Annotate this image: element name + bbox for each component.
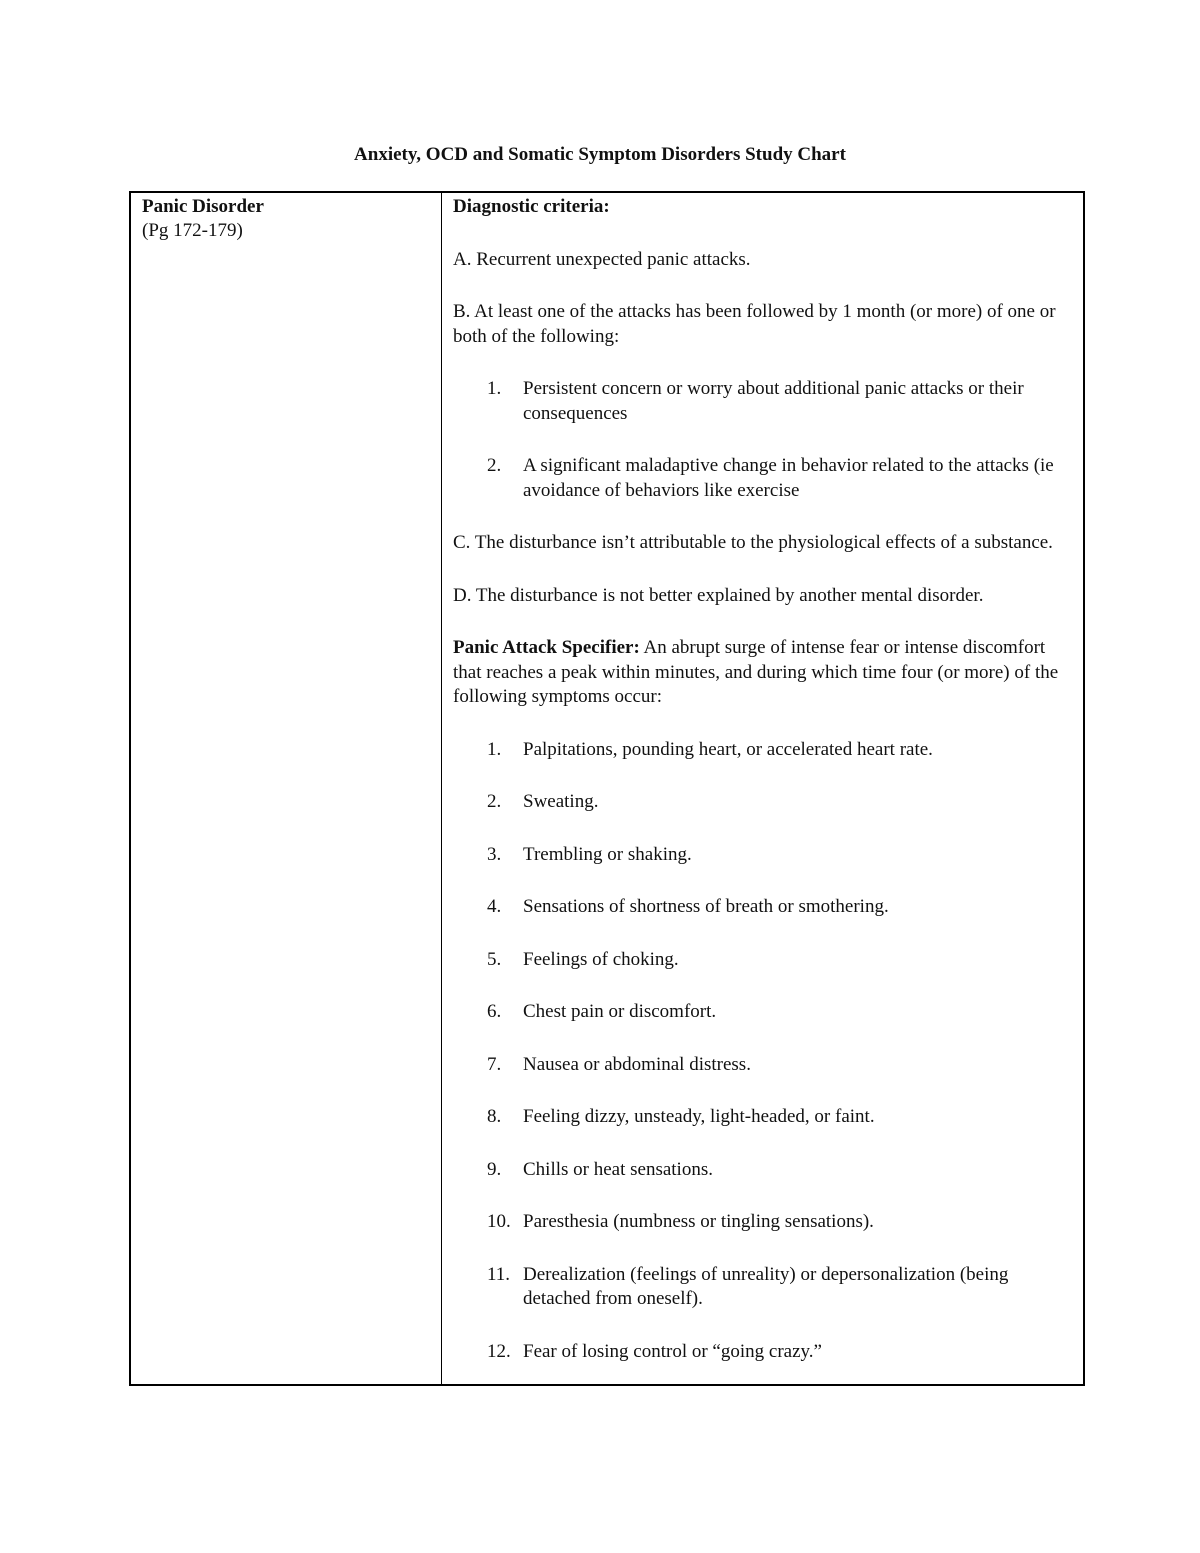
list-number: 3. bbox=[487, 843, 502, 865]
study-chart-table bbox=[129, 191, 1085, 1386]
list-number: 1. bbox=[487, 738, 502, 760]
criterion-b: B. At least one of the attacks has been followed by 1 month (or more) of one or both of the following: bbox=[453, 301, 1056, 347]
symptom-item bbox=[487, 1340, 1073, 1365]
list-text: Feeling dizzy, unsteady, light-headed, or faint. bbox=[523, 1106, 875, 1127]
list-text: Persistent concern or worry about additional panic attacks or their consequences bbox=[523, 378, 1024, 424]
criterion-a: A. Recurrent unexpected panic attacks. bbox=[453, 248, 751, 270]
list-text: Fear of losing control or “going crazy.” bbox=[523, 1340, 822, 1362]
column-divider bbox=[441, 193, 442, 1384]
page-reference: (Pg 172-179) bbox=[142, 220, 243, 241]
list-number: 9. bbox=[487, 1158, 502, 1180]
criteria-cell bbox=[453, 195, 1073, 1364]
list-text: Nausea or abdominal distress. bbox=[523, 1053, 751, 1075]
list-number: 7. bbox=[487, 1053, 502, 1075]
symptom-item bbox=[487, 790, 1073, 815]
list-number: 2. bbox=[487, 455, 502, 476]
list-number: 8. bbox=[487, 1106, 502, 1127]
list-number: 6. bbox=[487, 1001, 502, 1022]
symptom-item bbox=[487, 1263, 1073, 1312]
specifier-label: Panic Attack Specifier: bbox=[453, 637, 640, 658]
symptom-item bbox=[487, 1053, 1073, 1078]
symptom-item bbox=[487, 1158, 1073, 1183]
specifier-text: An abrupt surge of intense fear or intense discomfort that reaches a peak within minutes, and during which time four (or more) of the following symptoms occur: bbox=[453, 637, 1059, 707]
symptom-item bbox=[487, 1105, 1073, 1130]
list-number: 4. bbox=[487, 896, 502, 917]
criterion-c: C. The disturbance isn’t attributable to the physiological effects of a substance. bbox=[453, 532, 1053, 553]
list-number: 1. bbox=[487, 378, 502, 399]
list-text: Paresthesia (numbness or tingling sensations). bbox=[523, 1211, 874, 1232]
symptom-item bbox=[487, 1000, 1073, 1025]
specifier-paragraph bbox=[453, 636, 1073, 710]
criterion-d: D. The disturbance is not better explained by another mental disorder. bbox=[453, 584, 984, 606]
list-text: Sweating. bbox=[523, 791, 599, 812]
list-text: Feelings of choking. bbox=[523, 948, 679, 970]
criteria-heading: Diagnostic criteria: bbox=[453, 196, 610, 217]
list-text: Trembling or shaking. bbox=[523, 843, 692, 865]
symptom-item bbox=[487, 895, 1073, 920]
b-list-item bbox=[487, 377, 1073, 426]
symptom-item bbox=[487, 843, 1073, 868]
list-number: 2. bbox=[487, 791, 502, 812]
list-text: Palpitations, pounding heart, or accelerated heart rate. bbox=[523, 738, 933, 760]
list-text: A significant maladaptive change in behavior related to the attacks (ie avoidance of behaviors like exercise bbox=[523, 455, 1054, 501]
symptom-item bbox=[487, 1210, 1073, 1235]
symptom-item bbox=[487, 948, 1073, 973]
list-number: 5. bbox=[487, 948, 502, 970]
disorder-cell bbox=[142, 195, 432, 243]
symptom-item bbox=[487, 738, 1073, 763]
list-number: 12. bbox=[487, 1340, 511, 1362]
list-number: 11. bbox=[487, 1263, 511, 1285]
page-title: Anxiety, OCD and Somatic Symptom Disorders Study Chart bbox=[354, 144, 846, 165]
list-text: Sensations of shortness of breath or smothering. bbox=[523, 896, 889, 917]
list-number: 10. bbox=[487, 1211, 511, 1232]
disorder-name: Panic Disorder bbox=[142, 196, 264, 217]
list-text: Chest pain or discomfort. bbox=[523, 1001, 717, 1022]
list-text: Derealization (feelings of unreality) or depersonalization (being detached from oneself). bbox=[523, 1263, 1009, 1309]
b-list-item bbox=[487, 454, 1073, 503]
list-text: Chills or heat sensations. bbox=[523, 1158, 713, 1180]
